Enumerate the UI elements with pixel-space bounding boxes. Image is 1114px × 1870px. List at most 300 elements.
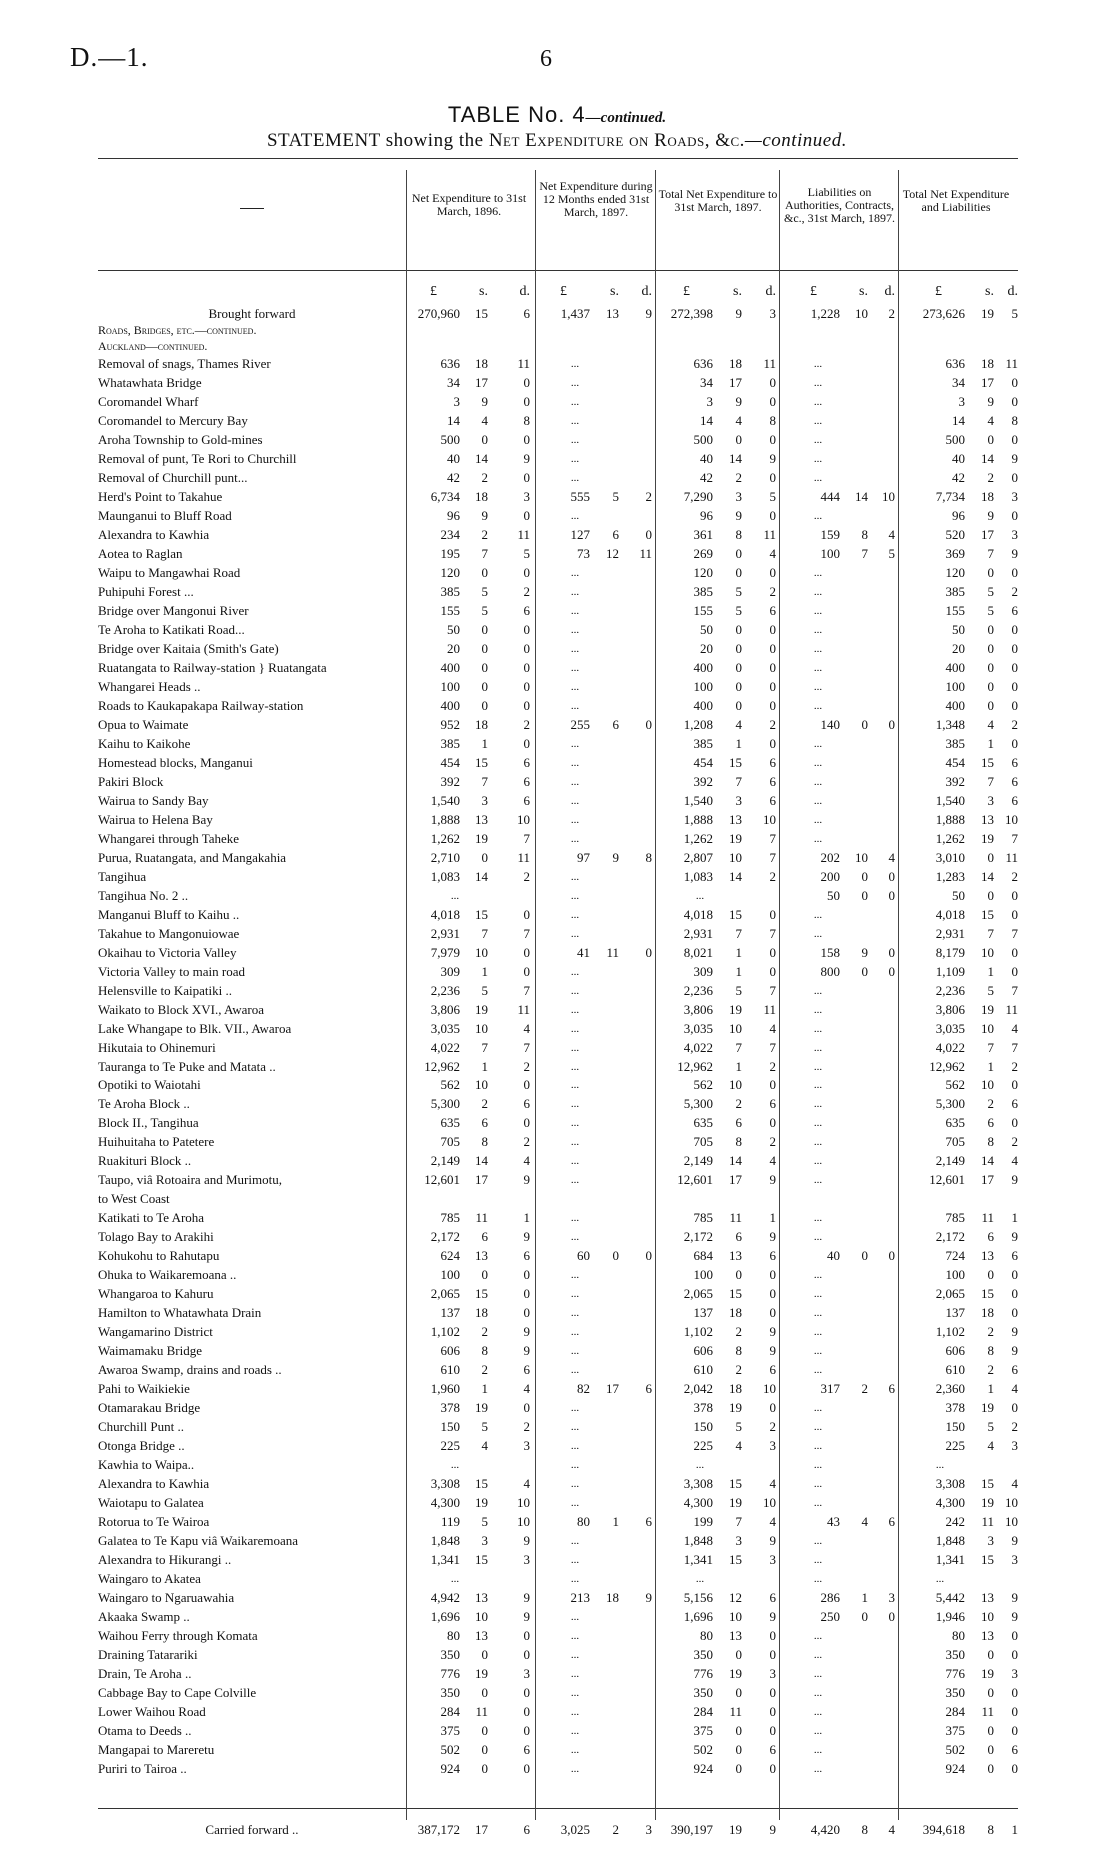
row-label: Bridge over Mangonui River	[98, 603, 249, 618]
amount-cell	[0, 432, 1114, 449]
statement-lead: STATEMENT showing the	[266, 130, 489, 151]
pounds-value: 96	[700, 508, 713, 523]
empty-cell-mark: ...	[813, 415, 823, 427]
table-row	[0, 1002, 1114, 1019]
pounds-value: 2,149	[430, 1153, 460, 1168]
amount-cell	[0, 1742, 1114, 1759]
shillings-value: 0	[735, 641, 742, 656]
pounds-value: 606	[693, 1343, 713, 1358]
shillings-value: 2	[612, 1822, 619, 1837]
amount-cell	[0, 356, 1114, 373]
pounds-value: 636	[945, 356, 965, 371]
pence-value: 4	[523, 1153, 530, 1168]
empty-cell-mark: ...	[813, 814, 823, 826]
row-label: Maunganui to Bluff Road	[98, 508, 232, 523]
empty-cell-mark: ...	[450, 1459, 460, 1471]
empty-cell-mark: ...	[813, 1649, 823, 1661]
empty-cell-mark: ...	[570, 1307, 580, 1319]
pence-value: 10	[763, 1495, 776, 1510]
empty-cell-mark: ...	[935, 1573, 945, 1585]
empty-cell-mark: ...	[813, 1212, 823, 1224]
table-row	[0, 698, 1114, 715]
table-row	[0, 1704, 1114, 1721]
amount-cell	[0, 1134, 1114, 1151]
shillings-value: 19	[981, 306, 994, 321]
shillings-value: 6	[987, 1229, 994, 1244]
pounds-value: 785	[693, 1210, 713, 1225]
empty-cell-mark: ...	[570, 985, 580, 997]
pence-value: 7	[769, 983, 776, 998]
empty-cell-mark: ...	[813, 1079, 823, 1091]
amount-cell	[0, 1761, 1114, 1778]
pounds-value: 7,734	[935, 489, 965, 504]
pounds-value: 195	[440, 546, 460, 561]
pounds-value: 400	[945, 698, 965, 713]
pence-value: 4	[769, 1153, 776, 1168]
amount-cell	[0, 1115, 1114, 1132]
pounds-value: 159	[820, 527, 840, 542]
pence-value: 2	[769, 584, 776, 599]
col-header-1: Net Expenditure to 31st March, 1896.	[411, 191, 527, 218]
amount-cell	[0, 983, 1114, 1000]
shillings-value: 7	[735, 774, 742, 789]
shillings-value: 1	[612, 1514, 619, 1529]
page-id: D.—1.	[70, 42, 149, 72]
shillings-value: 3	[735, 489, 742, 504]
pounds-value: 350	[945, 1647, 965, 1662]
row-label: Puriri to Tairoa ..	[98, 1761, 187, 1776]
pence-value: 11	[763, 1002, 776, 1017]
row-label: Ruakituri Block ..	[98, 1153, 192, 1168]
shillings-value: 7	[481, 1040, 488, 1055]
pounds-value: 1,341	[683, 1552, 713, 1567]
pence-value: 0	[523, 470, 530, 485]
pence-value: 9	[1011, 1343, 1018, 1358]
amount-cell	[0, 964, 1114, 981]
pounds-value: 2,931	[935, 926, 965, 941]
pence-value: 6	[769, 1362, 776, 1377]
row-label: Removal of punt, Te Rori to Churchill	[98, 451, 297, 466]
shillings-value: 0	[735, 1742, 742, 1757]
pound-sign: £	[683, 284, 690, 299]
empty-cell-mark: ...	[570, 700, 580, 712]
pence-value: 9	[1011, 1590, 1018, 1605]
shillings-value: 0	[861, 964, 868, 979]
pence-value: 0	[523, 736, 530, 751]
pounds-value: 2,065	[935, 1286, 965, 1301]
amount-cell	[0, 508, 1114, 525]
pounds-value: 80	[577, 1514, 590, 1529]
pounds-value: 1,946	[935, 1609, 965, 1624]
table-row	[0, 755, 1114, 772]
pounds-value: 2,149	[935, 1153, 965, 1168]
shillings-value: 1	[481, 736, 488, 751]
shillings-sign: s.	[985, 284, 994, 299]
amount-cell	[0, 1229, 1114, 1246]
row-label: Opotiki to Waiotahi	[98, 1077, 201, 1092]
pounds-value: 3,806	[935, 1002, 965, 1017]
shillings-value: 4	[987, 717, 994, 732]
pounds-value: 155	[945, 603, 965, 618]
row-label: Alexandra to Hikurangi ..	[98, 1552, 232, 1567]
pounds-value: 242	[945, 1514, 965, 1529]
pounds-value: 606	[440, 1343, 460, 1358]
pence-value: 0	[523, 641, 530, 656]
carried-forward-row	[0, 1822, 1114, 1839]
shillings-sign: s.	[859, 284, 868, 299]
shillings-value: 14	[729, 451, 742, 466]
shillings-value: 0	[481, 622, 488, 637]
table-row	[0, 1191, 1114, 1208]
pounds-value: 7,290	[683, 489, 713, 504]
pounds-value: 309	[693, 964, 713, 979]
empty-cell-mark: ...	[813, 1402, 823, 1414]
shillings-value: 0	[481, 1267, 488, 1282]
pounds-value: 1,888	[935, 812, 965, 827]
shillings-value: 15	[981, 1286, 994, 1301]
shillings-value: 4	[481, 413, 488, 428]
shillings-value: 0	[861, 717, 868, 732]
shillings-value: 13	[729, 812, 742, 827]
pounds-value: 520	[945, 527, 965, 542]
pence-value: 0	[1011, 964, 1018, 979]
shillings-value: 3	[481, 1533, 488, 1548]
shillings-value: 10	[981, 945, 994, 960]
empty-cell-mark: ...	[813, 1042, 823, 1054]
pence-value: 4	[888, 850, 895, 865]
pound-sign: £	[430, 284, 437, 299]
empty-cell-mark: ...	[570, 1023, 580, 1035]
pounds-value: 5,300	[430, 1096, 460, 1111]
pence-value: 6	[645, 1514, 652, 1529]
empty-cell-mark: ...	[813, 833, 823, 845]
pounds-value: 309	[440, 964, 460, 979]
pounds-value: 1,848	[430, 1533, 460, 1548]
table-row	[0, 1647, 1114, 1664]
pounds-value: 400	[693, 660, 713, 675]
pounds-value: 776	[693, 1666, 713, 1681]
shillings-value: 9	[735, 508, 742, 523]
amount-cell	[0, 622, 1114, 639]
pence-value: 7	[769, 926, 776, 941]
pence-value: 2	[1011, 1059, 1018, 1074]
pence-value: 2	[1011, 584, 1018, 599]
pence-value: 9	[769, 451, 776, 466]
table-row	[0, 1761, 1114, 1778]
pence-value: 0	[645, 1248, 652, 1263]
amount-cell	[0, 1514, 1114, 1531]
pence-value: 0	[523, 698, 530, 713]
pence-value: 6	[769, 603, 776, 618]
shillings-value: 1	[735, 736, 742, 751]
shillings-value: 18	[475, 717, 488, 732]
shillings-value: 19	[981, 1495, 994, 1510]
pence-value: 11	[517, 356, 530, 371]
pounds-value: 100	[440, 679, 460, 694]
pence-value: 0	[1011, 432, 1018, 447]
shillings-value: 1	[735, 1059, 742, 1074]
pounds-value: 4,420	[810, 1822, 840, 1837]
amount-cell	[0, 546, 1114, 563]
pounds-value: 400	[440, 660, 460, 675]
pounds-value: 724	[945, 1248, 965, 1263]
pence-value: 2	[523, 717, 530, 732]
pounds-value: 60	[577, 1248, 590, 1263]
pounds-value: 12,962	[424, 1059, 460, 1074]
empty-cell-mark: ...	[570, 453, 580, 465]
shillings-value: 10	[475, 1077, 488, 1092]
shillings-value: 8	[735, 527, 742, 542]
shillings-value: 13	[729, 1248, 742, 1263]
empty-cell-mark: ...	[695, 1459, 705, 1471]
empty-cell-mark: ...	[935, 1459, 945, 1471]
pence-value: 6	[769, 1248, 776, 1263]
shillings-value: 2	[481, 1096, 488, 1111]
pounds-value: 97	[577, 850, 590, 865]
shillings-value: 18	[475, 356, 488, 371]
pence-value: 6	[523, 1096, 530, 1111]
pence-value: 9	[523, 1343, 530, 1358]
amount-cell	[0, 679, 1114, 696]
pence-value: 0	[769, 641, 776, 656]
pounds-value: 785	[440, 1210, 460, 1225]
row-label: Drain, Te Aroha ..	[98, 1666, 192, 1681]
shillings-value: 19	[729, 1666, 742, 1681]
table-row	[0, 1040, 1114, 1057]
empty-cell-mark: ...	[813, 1345, 823, 1357]
pounds-value: 6,734	[430, 489, 460, 504]
col-header-5: Total Net Expenditure and Liabilities	[902, 187, 1010, 214]
table-title-main: TABLE No. 4	[447, 102, 586, 127]
header-top-rule	[98, 158, 1018, 159]
shillings-value: 2	[735, 1362, 742, 1377]
pence-value: 0	[523, 1761, 530, 1776]
pence-value: 10	[1005, 812, 1018, 827]
pounds-value: 2,172	[683, 1229, 713, 1244]
shillings-value: 8	[861, 1822, 868, 1837]
pounds-value: 400	[440, 698, 460, 713]
pence-value: 9	[769, 1822, 776, 1837]
empty-cell-mark: ...	[570, 1611, 580, 1623]
amount-cell	[0, 1419, 1114, 1436]
pence-value: 5	[888, 546, 895, 561]
pounds-value: 12,601	[929, 1172, 965, 1187]
empty-cell-mark: ...	[813, 1668, 823, 1680]
pounds-value: 96	[447, 508, 460, 523]
pounds-value: 14	[700, 413, 713, 428]
shillings-value: 1	[481, 964, 488, 979]
amount-cell	[0, 1040, 1114, 1057]
amount-cell	[0, 1021, 1114, 1038]
shillings-value: 13	[475, 1628, 488, 1643]
empty-cell-mark: ...	[570, 1061, 580, 1073]
shillings-value: 1	[861, 1590, 868, 1605]
pence-value: 6	[645, 1381, 652, 1396]
pounds-value: 610	[945, 1362, 965, 1377]
empty-cell-mark: ...	[570, 757, 580, 769]
amount-cell	[0, 1438, 1114, 1455]
amount-cell	[0, 1002, 1114, 1019]
row-label: Otonga Bridge ..	[98, 1438, 185, 1453]
shillings-value: 1	[481, 1381, 488, 1396]
pounds-value: 385	[440, 584, 460, 599]
empty-cell-mark: ...	[813, 472, 823, 484]
shillings-value: 13	[981, 1628, 994, 1643]
pence-value: 0	[523, 1267, 530, 1282]
pence-value: 4	[888, 1822, 895, 1837]
shillings-value: 3	[987, 1533, 994, 1548]
shillings-value: 1	[987, 1381, 994, 1396]
empty-cell-mark: ...	[570, 1098, 580, 1110]
pounds-value: 12,601	[677, 1172, 713, 1187]
shillings-value: 5	[735, 983, 742, 998]
pence-value: 3	[1011, 489, 1018, 504]
shillings-value: 7	[987, 546, 994, 561]
shillings-value: 7	[481, 926, 488, 941]
col-header-4: Liabilities on Authorities, Contracts, &c., 31st March, 1897.	[784, 185, 895, 225]
row-label: Pakiri Block	[98, 774, 164, 789]
row-label: Lower Waihou Road	[98, 1704, 206, 1719]
pounds-value: 378	[945, 1400, 965, 1415]
amount-cell	[0, 1647, 1114, 1664]
pounds-value: 42	[700, 470, 713, 485]
shillings-value: 9	[987, 394, 994, 409]
table-row	[0, 1438, 1114, 1455]
table-row	[0, 717, 1114, 734]
row-label: Alexandra to Kawhia	[98, 527, 210, 542]
table-title-suffix: —continued.	[585, 110, 667, 126]
row-label: Huihuitaha to Patetere	[98, 1134, 215, 1149]
empty-cell-mark: ...	[813, 1023, 823, 1035]
pence-value: 0	[888, 1609, 895, 1624]
amount-cell	[0, 774, 1114, 791]
pence-value: 0	[1011, 945, 1018, 960]
row-label: Churchill Punt ..	[98, 1419, 184, 1434]
pounds-value: 43	[827, 1514, 840, 1529]
shillings-value: 0	[735, 432, 742, 447]
table-row	[0, 1742, 1114, 1759]
amount-cell	[0, 1381, 1114, 1398]
shillings-value: 14	[981, 451, 994, 466]
pence-value: 9	[769, 1533, 776, 1548]
empty-cell-mark: ...	[813, 358, 823, 370]
amount-cell	[0, 413, 1114, 430]
pounds-value: 350	[440, 1647, 460, 1662]
pounds-value: 199	[693, 1514, 713, 1529]
pounds-value: 14	[952, 413, 965, 428]
shillings-value: 15	[729, 1286, 742, 1301]
pence-value: 7	[769, 850, 776, 865]
pence-value: 0	[769, 1077, 776, 1092]
pence-value: 0	[769, 1685, 776, 1700]
pence-value: 0	[769, 1723, 776, 1738]
pence-value: 2	[769, 869, 776, 884]
row-label: Wairua to Sandy Bay	[98, 793, 209, 808]
shillings-value: 14	[729, 869, 742, 884]
row-label: Taupo, viâ Rotoaira and Murimotu,	[98, 1172, 282, 1187]
pence-value: 0	[523, 394, 530, 409]
shillings-value: 10	[729, 1077, 742, 1092]
row-label: Waimamaku Bridge	[98, 1343, 203, 1358]
pounds-value: 270,960	[417, 306, 460, 321]
pounds-value: 500	[440, 432, 460, 447]
amount-cell	[0, 793, 1114, 810]
pounds-value: 394,618	[922, 1822, 965, 1837]
amount-cell	[0, 565, 1114, 582]
shillings-value: 6	[612, 527, 619, 542]
pounds-value: 350	[693, 1647, 713, 1662]
table-row	[0, 1077, 1114, 1094]
pence-value: 7	[1011, 831, 1018, 846]
pounds-value: 250	[820, 1609, 840, 1624]
shillings-value: 4	[735, 413, 742, 428]
pounds-value: 2,360	[935, 1381, 965, 1396]
pounds-value: 317	[820, 1381, 840, 1396]
shillings-value: 8	[987, 1822, 994, 1837]
pence-value: 10	[517, 812, 530, 827]
row-label: Lake Whangape to Blk. VII., Awaroa	[98, 1021, 292, 1036]
pounds-value: 1,960	[430, 1381, 460, 1396]
table-row	[0, 546, 1114, 563]
table-row	[0, 1248, 1114, 1265]
empty-cell-mark: ...	[813, 1573, 823, 1585]
pounds-value: 1,208	[683, 717, 713, 732]
shillings-value: 7	[987, 774, 994, 789]
unit-header	[0, 284, 1114, 300]
empty-cell-mark: ...	[813, 434, 823, 446]
pence-value: 0	[1011, 1286, 1018, 1301]
pence-value: 4	[523, 1021, 530, 1036]
amount-cell	[0, 717, 1114, 734]
pound-sign: £	[935, 284, 942, 299]
pence-value: 0	[769, 470, 776, 485]
table-row	[0, 1628, 1114, 1645]
col-header-2: Net Expenditure during 12 Months ended 31st March, 1897.	[539, 179, 653, 219]
shillings-value: 0	[735, 546, 742, 561]
shillings-value: 10	[855, 850, 868, 865]
shillings-value: 19	[729, 1822, 742, 1837]
shillings-value: 0	[735, 1267, 742, 1282]
pounds-value: 4,022	[683, 1040, 713, 1055]
table-row	[0, 394, 1114, 411]
pounds-value: 392	[440, 774, 460, 789]
pence-value: 0	[1011, 508, 1018, 523]
amount-cell	[0, 926, 1114, 943]
pounds-value: 120	[945, 565, 965, 580]
table-row	[0, 1571, 1114, 1588]
pence-value: 9	[1011, 1172, 1018, 1187]
pounds-value: 1,696	[683, 1609, 713, 1624]
shillings-value: 15	[981, 755, 994, 770]
empty-cell-mark: ...	[813, 1004, 823, 1016]
shillings-value: 0	[987, 1647, 994, 1662]
pounds-value: 1,102	[683, 1324, 713, 1339]
empty-cell-mark: ...	[450, 890, 460, 902]
amount-cell	[0, 1609, 1114, 1626]
pence-value: 11	[1005, 850, 1018, 865]
shillings-value: 0	[987, 679, 994, 694]
empty-cell-mark: ...	[570, 1288, 580, 1300]
empty-cell-mark: ...	[813, 567, 823, 579]
pence-value: 0	[1011, 907, 1018, 922]
row-label: Whatawhata Bridge	[98, 375, 202, 390]
amount-cell	[0, 1628, 1114, 1645]
shillings-value: 0	[987, 641, 994, 656]
shillings-value: 14	[855, 489, 868, 504]
amount-cell	[0, 1267, 1114, 1284]
table-row	[0, 1267, 1114, 1284]
pounds-value: 800	[820, 964, 840, 979]
